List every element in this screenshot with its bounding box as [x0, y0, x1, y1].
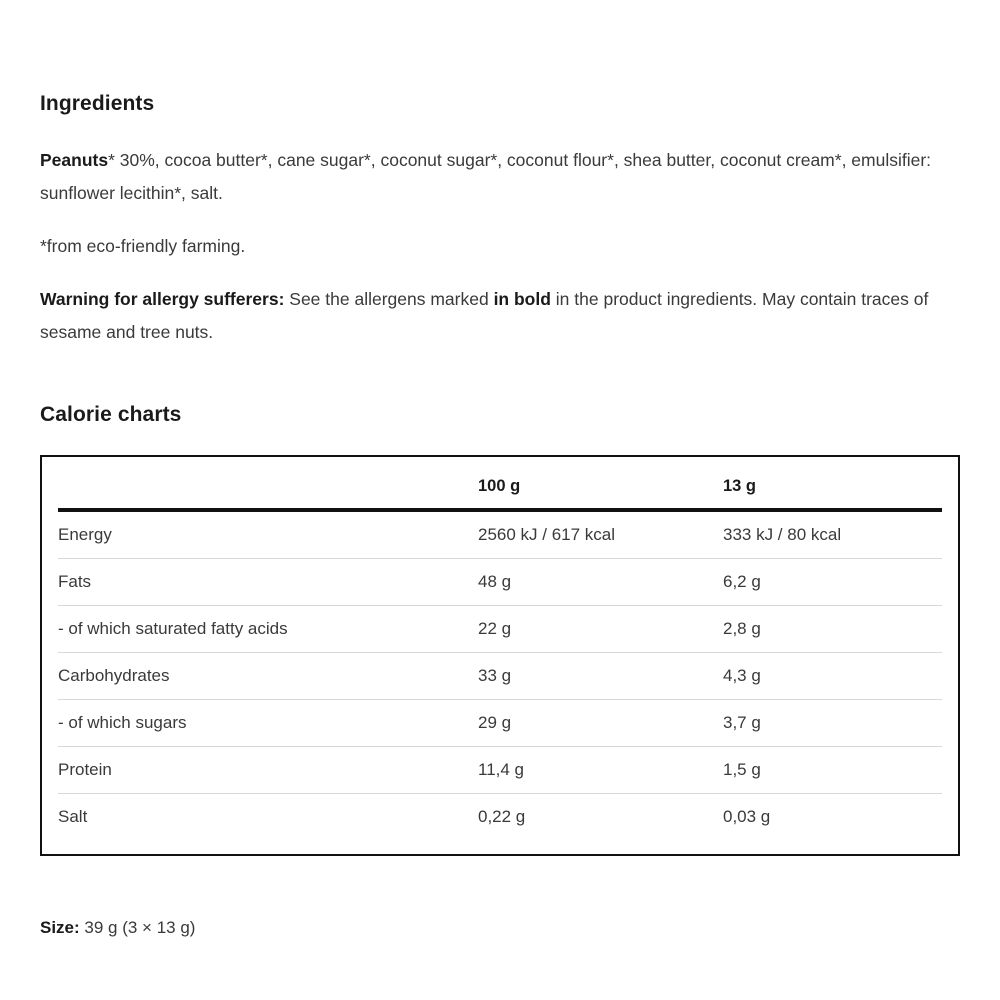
size-label: Size: — [40, 918, 80, 937]
allergy-warning-label: Warning for allergy sufferers: — [40, 289, 285, 309]
row-label: Protein — [58, 747, 478, 794]
table-row — [58, 794, 942, 841]
allergy-warning-text-1: See the allergens marked — [284, 289, 494, 309]
nutrition-table — [58, 473, 942, 840]
column-header-100g: 100 g — [478, 473, 723, 510]
row-value-100g: 33 g — [478, 653, 723, 700]
ingredients-rest: * 30%, cocoa butter*, cane sugar*, coconut sugar*, coconut flour*, shea butter, coconut cream*, emulsifier: sunflower lecithin*, salt. — [40, 150, 932, 203]
row-value-serving: 6,2 g — [723, 559, 942, 606]
ingredients-heading: Ingredients — [40, 92, 155, 115]
ingredients-footnote: *from eco-friendly farming. — [40, 236, 246, 256]
row-label: Energy — [58, 510, 478, 559]
allergy-warning-emphasis: in bold — [493, 289, 551, 309]
row-label: Fats — [58, 559, 478, 606]
row-value-serving: 2,8 g — [723, 606, 942, 653]
row-value-100g: 48 g — [478, 559, 723, 606]
table-row — [58, 606, 942, 653]
allergy-warning-text-2: in the product ingredients. May contain traces of sesame and tree nuts. — [40, 289, 929, 342]
table-row — [58, 700, 942, 747]
row-value-100g: 0,22 g — [478, 807, 526, 826]
row-label: - of which sugars — [58, 700, 478, 747]
table-row — [58, 559, 942, 606]
size-value: 39 g (3 × 13 g) — [79, 918, 196, 937]
section-spacer — [40, 369, 960, 403]
row-label: - of which saturated fatty acids — [58, 606, 478, 653]
table-header-row — [58, 473, 942, 510]
row-value-serving: 1,5 g — [723, 747, 942, 794]
row-label: Carbohydrates — [58, 653, 478, 700]
nutrition-table-container — [40, 455, 960, 856]
row-value-100g: 2560 kJ / 617 kcal — [478, 510, 723, 559]
row-value-100g: 29 g — [478, 700, 723, 747]
column-header-serving: 13 g — [723, 473, 942, 510]
row-value-100g: 22 g — [478, 606, 723, 653]
row-value-serving: 333 kJ / 80 kcal — [723, 510, 942, 559]
row-label: Salt — [58, 807, 88, 826]
table-row — [58, 747, 942, 794]
ingredients-bold-allergen: Peanuts — [40, 150, 109, 170]
row-value-100g: 11,4 g — [478, 747, 723, 794]
row-value-serving: 3,7 g — [723, 700, 942, 747]
row-value-serving: 0,03 g — [723, 807, 771, 826]
table-row — [58, 653, 942, 700]
ingredients-list — [40, 144, 950, 210]
column-header-nutrient — [58, 473, 478, 510]
product-size — [40, 918, 960, 938]
nutrition-table-head — [58, 473, 942, 510]
table-row — [58, 510, 942, 559]
allergy-warning — [40, 283, 950, 349]
nutrition-table-body — [58, 510, 942, 840]
calorie-charts-heading: Calorie charts — [40, 403, 182, 426]
row-value-serving: 4,3 g — [723, 653, 942, 700]
